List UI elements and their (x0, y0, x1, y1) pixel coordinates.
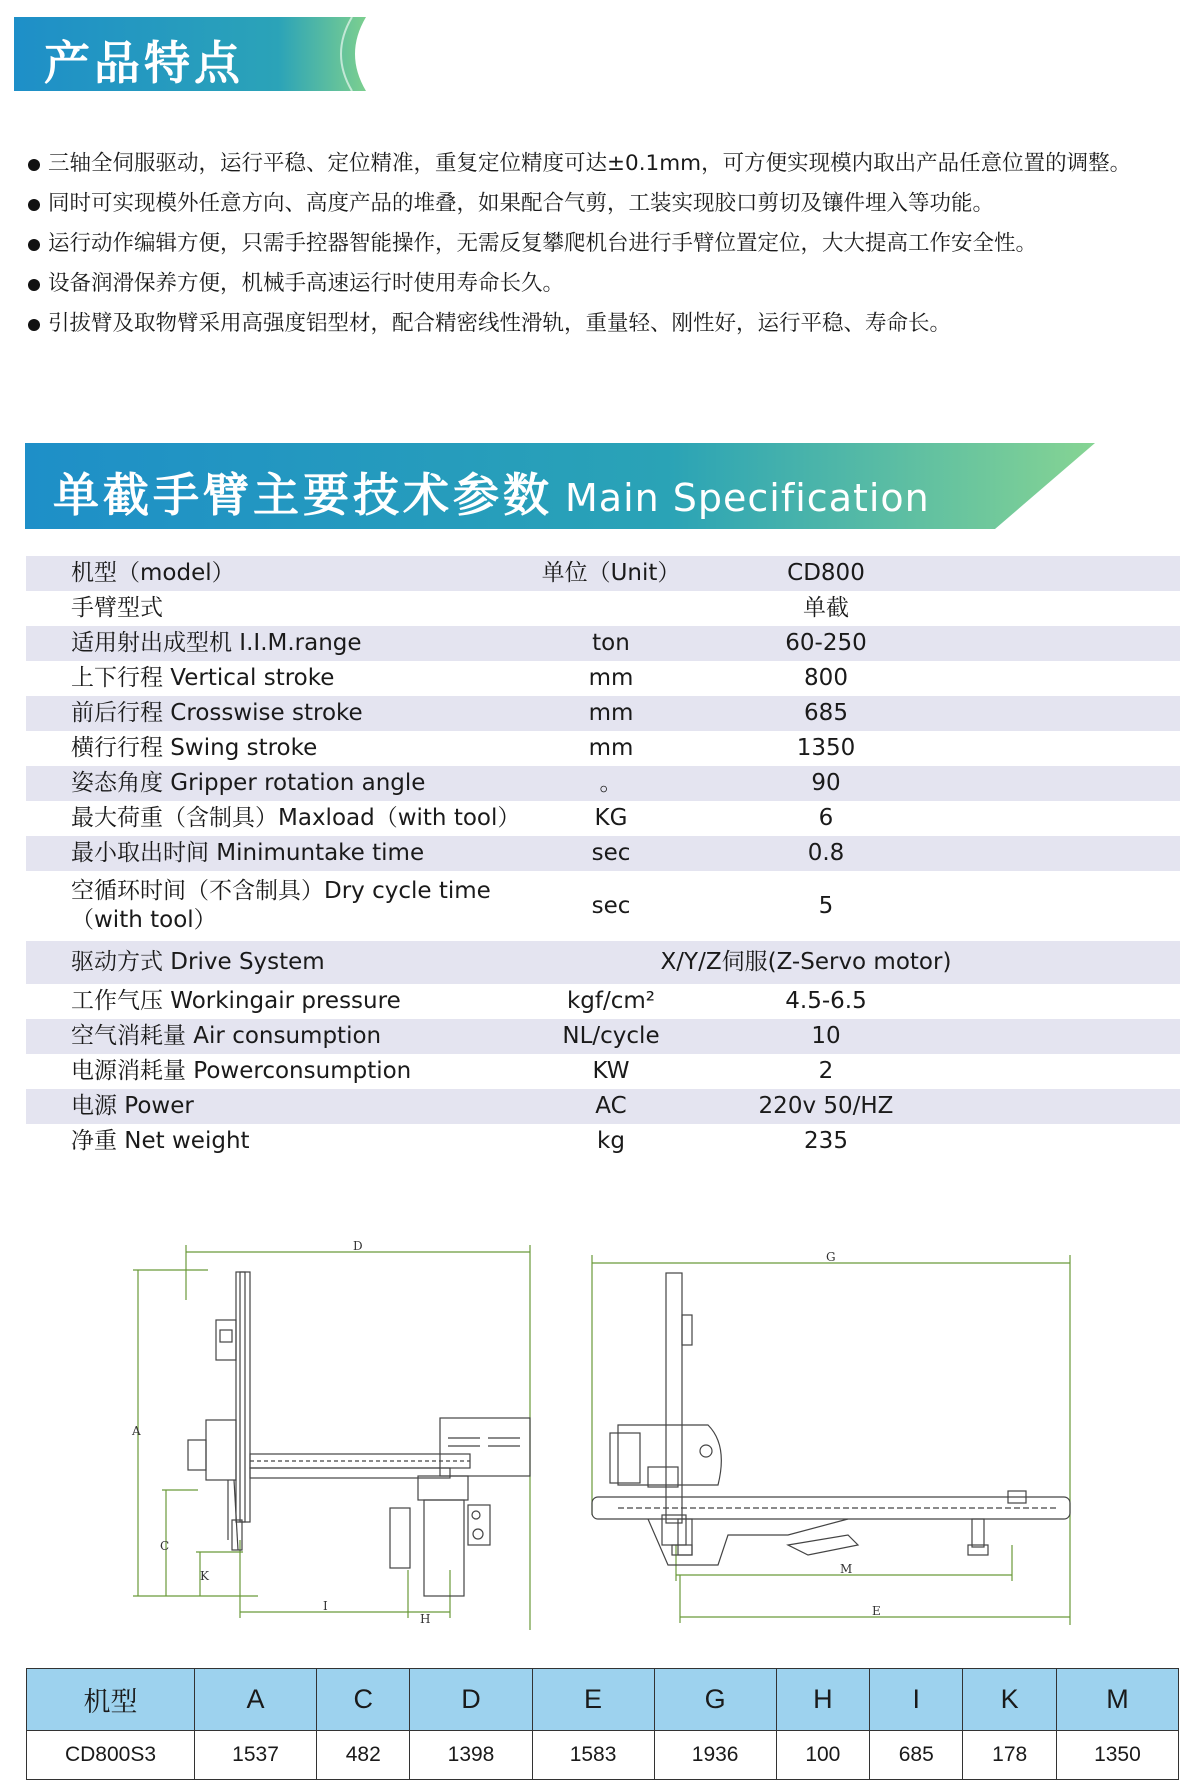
dim-header: E (532, 1669, 654, 1731)
spec-row: 电源消耗量 Powerconsumption KW 2 (71, 1058, 834, 1084)
dim-value: 1936 (654, 1731, 776, 1780)
section-banner-spec (25, 443, 1095, 529)
dim-header: H (776, 1669, 869, 1731)
dimension-table (26, 1668, 1179, 1780)
feature-item: 运行动作编辑方便，只需手控器智能操作，无需反复攀爬机台进行手臂位置定位，大大提高工作安全性。 (22, 224, 1192, 264)
spec-row: 工作气压 Workingair pressure kgf/cm² 4.5-6.5 (71, 988, 867, 1014)
feature-list (22, 144, 1192, 344)
dim-value: 178 (963, 1731, 1056, 1780)
dim-header: K (963, 1669, 1056, 1731)
dim-header: C (317, 1669, 410, 1731)
dim-value: 1583 (532, 1731, 654, 1780)
spec-row: 最大荷重（含制具）Maxload（with tool） KG 6 (71, 805, 834, 831)
spec-row: 适用射出成型机 I.I.M.range ton 60-250 (26, 626, 1180, 661)
dim-value: CD800S3 (27, 1731, 195, 1780)
dim-label-K: K (200, 1569, 209, 1583)
dim-header: M (1056, 1669, 1178, 1731)
dim-value: 1537 (195, 1731, 317, 1780)
spec-row: 横行行程 Swing stroke mm 1350 (71, 735, 856, 761)
spec-header-row: 机型（model） 单位（Unit） CD800 (26, 556, 1180, 591)
feature-item: 同时可实现模外任意方向、高度产品的堆叠，如果配合气剪，工装实现胶口剪切及镶件埋入等功能。 (22, 184, 1192, 224)
section-title-features: 产品特点 (44, 36, 244, 90)
spec-row: 手臂型式 单截 (71, 595, 849, 621)
dim-value: 685 (870, 1731, 963, 1780)
dim-header: I (870, 1669, 963, 1731)
dim-header: A (195, 1669, 317, 1731)
section-title-spec: 单截手臂主要技术参数 Main Specification (53, 468, 930, 522)
spec-row-drive: 驱动方式 Drive System X/Y/Z伺服(Z-Servo motor) (26, 941, 1180, 984)
spec-row: 最小取出时间 Minimuntake time sec 0.8 (26, 836, 1180, 871)
dim-label-A: A (132, 1424, 141, 1438)
bullet-icon (28, 199, 40, 211)
dim-value: 1350 (1056, 1731, 1178, 1780)
dim-header: D (410, 1669, 532, 1731)
bullet-icon (28, 279, 40, 291)
dim-label-I: I (323, 1599, 328, 1613)
side-view-drawing (588, 1245, 1078, 1630)
dim-label-G: G (826, 1250, 836, 1264)
dim-value: 482 (317, 1731, 410, 1780)
spec-row: 空循环时间（不含制具）Dry cycle time （with tool） sec 5 (71, 878, 834, 933)
front-view-drawing (128, 1240, 538, 1630)
feature-item: 引拔臂及取物臂采用高强度铝型材，配合精密线性滑轨，重量轻、刚性好，运行平稳、寿命长。 (22, 304, 1192, 344)
dim-label-E: E (872, 1604, 881, 1618)
dim-value: 1398 (410, 1731, 532, 1780)
dim-label-D: D (353, 1240, 363, 1253)
bullet-icon (28, 239, 40, 251)
dimension-value-row (27, 1731, 1179, 1780)
spec-row: 净重 Net weight kg 235 (71, 1128, 848, 1154)
section-banner-features (14, 17, 366, 91)
spec-table (26, 556, 1180, 1159)
feature-item: 设备润滑保养方便，机械手高速运行时使用寿命长久。 (22, 264, 1192, 304)
spec-row: 姿态角度 Gripper rotation angle 。 90 (26, 766, 1180, 801)
dimension-header-row (27, 1669, 1179, 1731)
bullet-icon (28, 159, 40, 171)
spec-row: 上下行程 Vertical stroke mm 800 (71, 665, 848, 691)
spec-row: 前后行程 Crosswise stroke mm 685 (26, 696, 1180, 731)
spec-row: 空气消耗量 Air consumption NL/cycle 10 (26, 1019, 1180, 1054)
dim-label-H: H (420, 1612, 431, 1626)
dim-label-C: C (160, 1539, 170, 1553)
dim-value: 100 (776, 1731, 869, 1780)
bullet-icon (28, 319, 40, 331)
dim-header: G (654, 1669, 776, 1731)
dim-header: 机型 (27, 1669, 195, 1731)
dim-label-M: M (840, 1562, 853, 1576)
spec-row: 电源 Power AC 220v 50/HZ (26, 1089, 1180, 1124)
feature-item: 三轴全伺服驱动，运行平稳、定位精准，重复定位精度可达±0.1mm，可方便实现模内取出产品任意位置的调整。 (22, 144, 1192, 184)
